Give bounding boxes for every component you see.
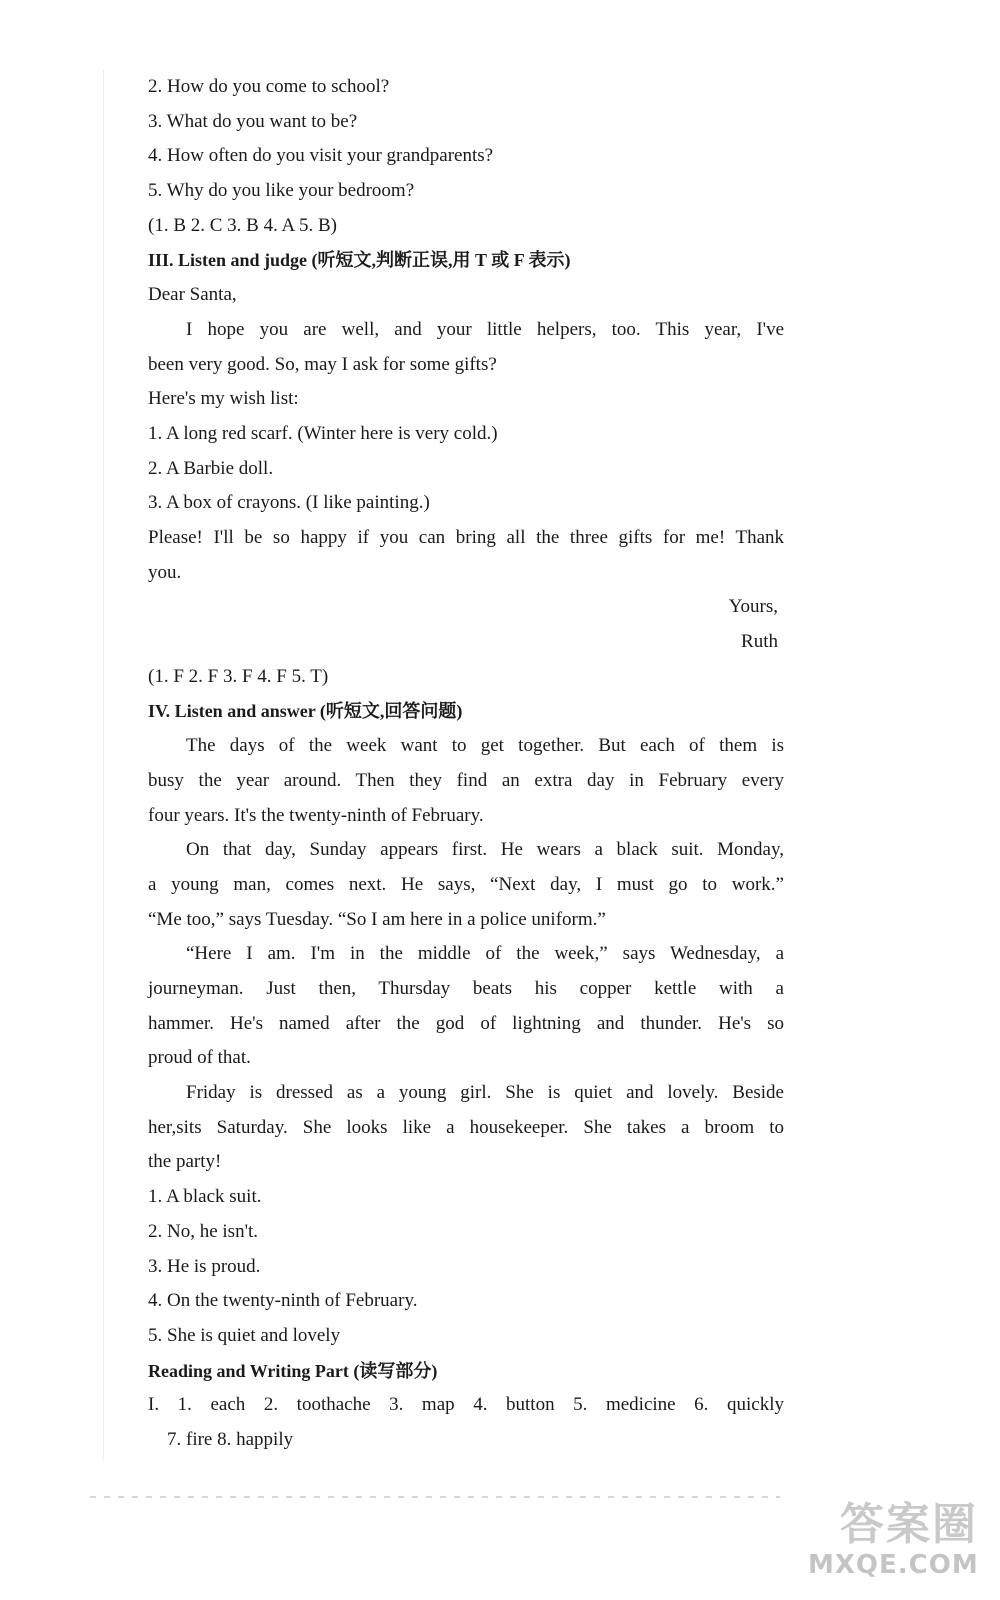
text-line: Yours, — [728, 596, 778, 618]
text-line: hammer. He's named after the god of lightning and thunder. He's so — [148, 1012, 784, 1034]
text-line: Ruth — [741, 631, 778, 653]
text-line: (1. B 2. C 3. B 4. A 5. B) — [148, 214, 337, 236]
text-line: the party! — [148, 1151, 222, 1173]
text-line: 2. A Barbie doll. — [148, 457, 274, 479]
text-line: The days of the week want to get together. But each of them is — [186, 735, 784, 757]
text-line: 7. fire 8. happily — [167, 1429, 294, 1450]
bottom-dotted-rule — [90, 1496, 780, 1498]
text-line: (1. F 2. F 3. F 4. F 5. T) — [148, 665, 329, 687]
text-line: “Here I am. I'm in the middle of the week,” says Wednesday, a — [186, 943, 784, 965]
text-line: 2. No, he isn't. — [148, 1220, 259, 1242]
text-line: 1. A black suit. — [148, 1186, 262, 1208]
text-line: On that day, Sunday appears first. He wears a black suit. Monday, — [186, 839, 784, 861]
text-line: 5. She is quiet and lovely — [148, 1324, 341, 1346]
text-line: Here's my wish list: — [148, 388, 299, 410]
text-line: I. 1. each 2. toothache 3. map 4. button 5. medicine 6. quickly — [148, 1394, 784, 1416]
text-line: 2. How do you come to school? — [148, 76, 390, 97]
text-line: 5. Why do you like your bedroom? — [148, 180, 415, 202]
watermark-url: MXQE.COM — [808, 1550, 979, 1580]
text-line: 4. On the twenty-ninth of February. — [148, 1290, 418, 1312]
section-heading: Reading and Writing Part (读写部分) — [148, 1360, 438, 1381]
text-line: her,sits Saturday. She looks like a housekeeper. She takes a broom to — [148, 1116, 784, 1138]
text-line: 1. A long red scarf. (Winter here is very cold.) — [148, 422, 498, 444]
margin-rule — [103, 70, 104, 1460]
text-line: Please! I'll be so happy if you can bring all the three gifts for me! Thank — [148, 526, 784, 548]
text-line: Dear Santa, — [148, 284, 237, 306]
answer-text-body — [148, 70, 784, 1458]
text-line: a young man, comes next. He says, “Next day, I must go to work.” — [148, 873, 784, 895]
text-line: Friday is dressed as a young girl. She is quiet and lovely. Beside — [186, 1082, 784, 1104]
text-line: proud of that. — [148, 1047, 251, 1069]
text-line: “Me too,” says Tuesday. “So I am here in a police uniform.” — [148, 908, 606, 930]
text-line: been very good. So, may I ask for some gifts? — [148, 353, 497, 375]
text-line: you. — [148, 561, 182, 583]
text-line: 3. What do you want to be? — [148, 110, 358, 132]
text-line: 3. A box of crayons. (I like painting.) — [148, 492, 430, 514]
watermark-text: 答案圈 — [840, 1499, 978, 1550]
text-line: four years. It's the twenty-ninth of February. — [148, 804, 484, 826]
text-line: busy the year around. Then they find an extra day in February every — [148, 769, 784, 791]
text-line: I hope you are well, and your little helpers, too. This year, I've — [186, 318, 784, 340]
text-line: 3. He is proud. — [148, 1255, 261, 1277]
section-heading: III. Listen and judge (听短文,判断正误,用 T 或 F 表示) — [148, 250, 571, 271]
section-heading: IV. Listen and answer (听短文,回答问题) — [148, 701, 463, 722]
watermark-logo — [808, 1500, 978, 1590]
text-line: journeyman. Just then, Thursday beats his copper kettle with a — [148, 977, 784, 999]
text-line: 4. How often do you visit your grandparents? — [148, 145, 494, 167]
